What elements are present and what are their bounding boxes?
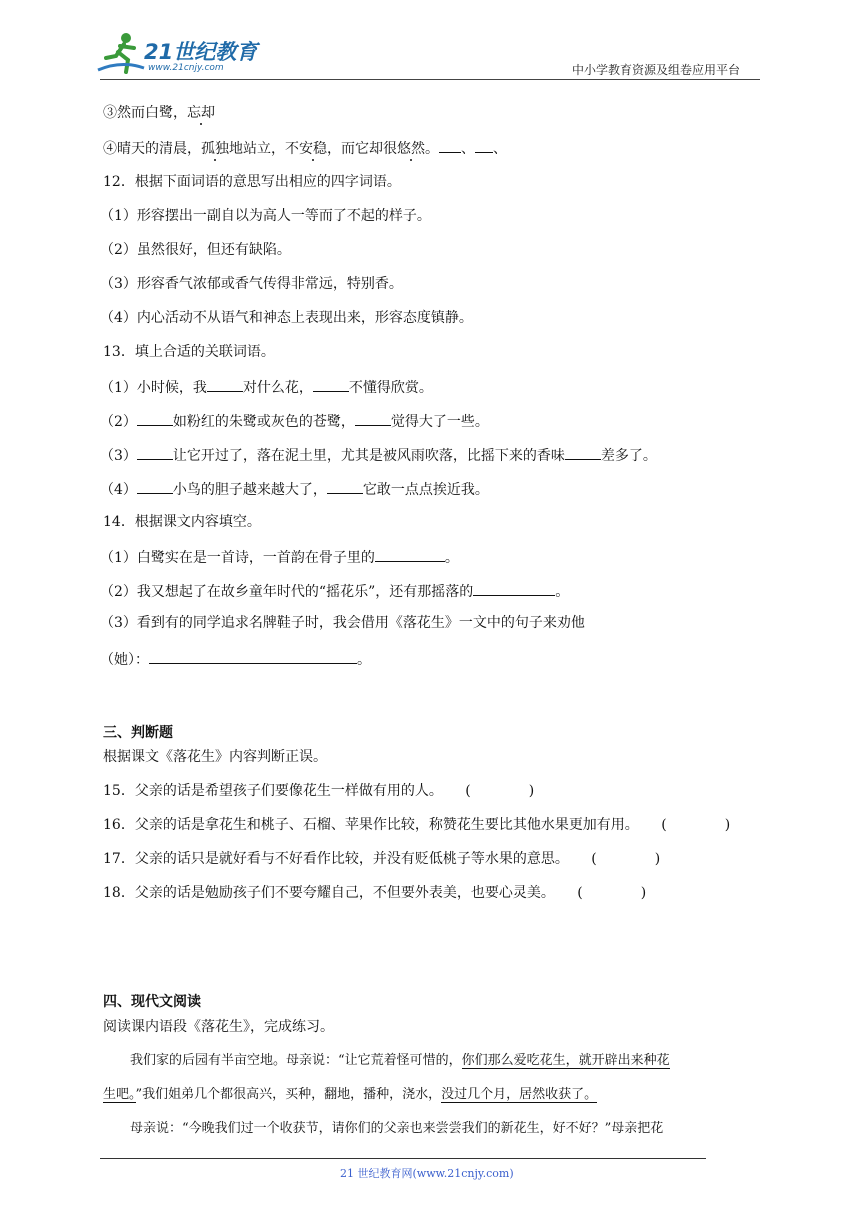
- q14-item-2: （2）我又想起了在故乡童年时代的“摇花乐”，还有那摇落的 。: [100, 580, 569, 602]
- q14-item-3-answer: （她）： 。: [100, 648, 371, 670]
- judge-item-16: 16．父亲的话是拿花生和桃子、石榴、苹果作比较，称赞花生要比其他水果更加有用。 ( ): [103, 817, 731, 833]
- answer-blank[interactable]: [473, 580, 555, 596]
- underlined-sentence: 生吧。: [103, 1087, 136, 1102]
- q11-line3: ③然而白鹭，忘却: [103, 105, 215, 121]
- answer-blank[interactable]: [149, 648, 357, 664]
- judge-item-15: 15．父亲的话是希望孩子们要像花生一样做有用的人。 ( ): [103, 783, 535, 799]
- logo-sub-text: www.21cnjy.com: [148, 63, 224, 73]
- q13-item-1: （1）小时候，我 对什么花， 不懂得欣赏。: [100, 376, 433, 398]
- q13-item-3: （3） 让它开过了，落在泥土里，尤其是被风雨吹落，比摇下来的香味 差多了。: [100, 444, 657, 466]
- answer-blank[interactable]: [475, 137, 493, 153]
- q14-item-1: （1）白鹭实在是一首诗，一首韵在骨子里的 。: [100, 546, 459, 568]
- section-4-title: 四、现代文阅读: [103, 994, 201, 1010]
- q12-item-2: （2）虽然很好，但还有缺陷。: [100, 242, 291, 258]
- header-right-text: 中小学教育资源及组卷应用平台: [572, 63, 741, 77]
- judge-item-18: 18．父亲的话是勉励孩子们不要夸耀自己，不但要外表美，也要心灵美。 ( ): [103, 885, 647, 901]
- section-3-intro: 根据课文《落花生》内容判断正误。: [103, 749, 327, 765]
- answer-blank[interactable]: [313, 376, 349, 392]
- logo: [96, 30, 256, 78]
- answer-parens[interactable]: ( ): [591, 851, 661, 867]
- runner-logo-icon: [96, 30, 146, 76]
- answer-blank[interactable]: [375, 546, 445, 562]
- answer-blank[interactable]: [565, 444, 601, 460]
- judge-item-17: 17．父亲的话只是就好看与不好看作比较，并没有贬低桃子等水果的意思。 ( ): [103, 851, 661, 867]
- q12-title: 12．根据下面词语的意思写出相应的四字词语。: [103, 174, 401, 190]
- underlined-sentence: 没过几个月，居然收获了。: [441, 1087, 598, 1102]
- answer-parens[interactable]: ( ): [661, 817, 731, 833]
- answer-blank[interactable]: [137, 478, 173, 494]
- underlined-sentence: 你们那么爱吃花生，就开辟出来种花: [461, 1053, 670, 1068]
- answer-blank[interactable]: [327, 478, 363, 494]
- section-3-title: 三、判断题: [103, 725, 173, 741]
- header-divider: [100, 79, 760, 80]
- answer-blank[interactable]: [355, 410, 391, 426]
- footer-text: 21 世纪教育网(www.21cnjy.com): [340, 1167, 514, 1180]
- q13-item-4: （4） 小鸟的胆子越来越大了， 它敢一点点挨近我。: [100, 478, 489, 500]
- q13-title: 13．填上合适的关联词语。: [103, 344, 275, 360]
- passage-line-2: 生吧。”我们姐弟几个都很高兴，买种，翻地，播种，浇水，没过几个月，居然收获了。: [103, 1087, 598, 1102]
- footer-divider: [100, 1158, 706, 1159]
- q12-item-4: （4）内心活动不从语气和神态上表现出来，形容态度镇静。: [100, 310, 473, 326]
- q14-item-3: （3）看到有的同学追求名牌鞋子时，我会借用《落花生》一文中的句子来劝他: [100, 615, 585, 631]
- answer-parens[interactable]: ( ): [577, 885, 647, 901]
- passage-line-1: 我们家的后园有半亩空地。母亲说：“让它荒着怪可惜的，你们那么爱吃花生，就开辟出来种花: [130, 1053, 670, 1068]
- answer-blank[interactable]: [137, 410, 173, 426]
- section-4-intro: 阅读课内语段《落花生》，完成练习。: [103, 1019, 334, 1035]
- logo-main-text: 21世纪教育: [144, 40, 258, 64]
- answer-blank[interactable]: [137, 444, 173, 460]
- passage-line-3: 母亲说：“今晚我们过一个收获节，请你们的父亲也来尝尝我们的新花生，好不好？”母亲把花: [130, 1121, 664, 1136]
- answer-blank[interactable]: [207, 376, 243, 392]
- dotted-word: 忘却: [187, 105, 215, 121]
- q12-item-1: （1）形容摆出一副自以为高人一等而了不起的样子。: [100, 208, 431, 224]
- q11-line4: ④晴天的清晨，孤独地站立，不安稳，而它却很悠然。 、 、: [103, 137, 507, 159]
- answer-blank[interactable]: [439, 137, 461, 153]
- answer-parens[interactable]: ( ): [465, 783, 535, 799]
- q14-title: 14．根据课文内容填空。: [103, 514, 261, 530]
- q13-item-2: （2） 如粉红的朱鹭或灰色的苍鹭， 觉得大了一些。: [100, 410, 489, 432]
- q12-item-3: （3）形容香气浓郁或香气传得非常远，特别香。: [100, 276, 403, 292]
